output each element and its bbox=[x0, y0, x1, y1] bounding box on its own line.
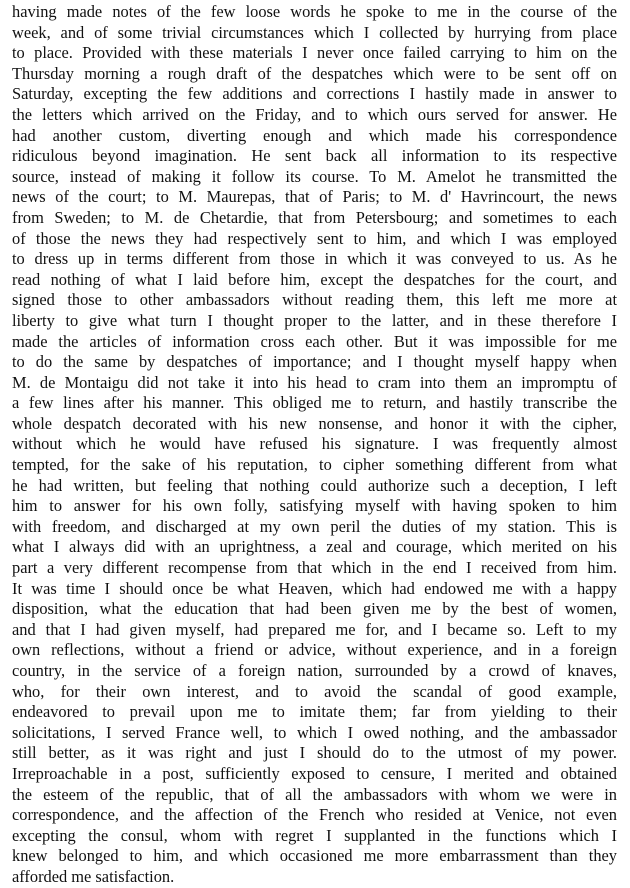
text-line: M. de Montaigu did not take it into his head to cram into them an impromptu of bbox=[12, 372, 617, 392]
text-line: week, and of some trivial circumstances which I collected by hurrying from place bbox=[12, 22, 617, 42]
text-line: a few lines after his manner. This obliged me to return, and hastily transcribe the bbox=[12, 393, 617, 413]
text-line: read nothing of what I laid before him, except the despatches for the court, and bbox=[12, 269, 617, 289]
text-line: had another custom, diverting enough and which made his correspondence bbox=[12, 125, 617, 145]
text-line: signed those to other ambassadors without reading them, this left me more at bbox=[12, 290, 617, 310]
text-line: Irreproachable in a post, sufficiently exposed to censure, I merited and obtained bbox=[12, 763, 617, 783]
text-line: still better, as it was right and just I should do to the utmost of my power. bbox=[12, 743, 617, 763]
text-line: knew belonged to him, and which occasioned me more embarrassment than they bbox=[12, 846, 617, 866]
text-line: own reflections, without a friend or advice, without experience, and in a foreign bbox=[12, 640, 617, 660]
text-line: with freedom, and discharged at my own peril the duties of my station. This is bbox=[12, 516, 617, 536]
text-line: afforded me satisfaction. bbox=[12, 866, 175, 886]
text-line: liberty to give what turn I thought proper to the latter, and in these therefore I bbox=[12, 310, 617, 330]
text-line: who, for their own interest, and to avoid the scandal of good example, bbox=[12, 681, 617, 701]
text-line: without which he would have refused his signature. I was frequently almost bbox=[12, 434, 617, 454]
text-line: the letters which arrived on the Friday, and to which ours served for answer. He bbox=[12, 104, 617, 124]
text-line: and that I had given myself, had prepared me for, and I became so. Left to my bbox=[12, 619, 617, 639]
text-line: he had written, but feeling that nothing could authorize such a deception, I left bbox=[12, 475, 617, 495]
text-line: made the articles of information cross each other. But it was impossible for me bbox=[12, 331, 617, 351]
text-line: part a very different recompense from that which in the end I received from him. bbox=[12, 558, 617, 578]
text-line: having made notes of the few loose words he spoke to me in the course of the bbox=[12, 2, 617, 21]
text-line: disposition, what the education that had been given me by the best of women, bbox=[12, 599, 617, 619]
text-line: of those the news they had respectively sent to him, and which I was employed bbox=[12, 228, 617, 248]
text-line: It was time I should once be what Heaven, which had endowed me with a happy bbox=[12, 578, 617, 598]
body-paragraph bbox=[12, 2, 617, 888]
text-line: solicitations, I served France well, to which I owed nothing, and the ambassador bbox=[12, 722, 617, 742]
text-line: to dress up in terms different from those in which it was conveyed to us. As he bbox=[12, 249, 617, 269]
text-line: excepting the consul, whom with regret I supplanted in the functions which I bbox=[12, 825, 617, 845]
text-line: Thursday morning a rough draft of the despatches which were to be sent off on bbox=[12, 63, 617, 83]
text-line: country, in the service of a foreign nation, surrounded by a crowd of knaves, bbox=[12, 661, 617, 680]
text-line: correspondence, and the affection of the French who resided at Venice, not even bbox=[12, 805, 617, 825]
text-line: tempted, for the sake of his reputation, to cipher something different from what bbox=[12, 455, 617, 475]
text-line: what I always did with an uprightness, a zeal and courage, which merited on his bbox=[12, 537, 617, 557]
text-line: to do the same by despatches of importance; and I thought myself happy when bbox=[12, 352, 617, 372]
text-line: ridiculous beyond imagination. He sent back all information to its respective bbox=[12, 146, 617, 166]
document-page bbox=[12, 2, 617, 888]
text-line: whole despatch decorated with his new nonsense, and honor it with the cipher, bbox=[12, 413, 617, 433]
text-line: source, instead of making it follow its course. To M. Amelot he transmitted the bbox=[12, 166, 617, 186]
text-line: the esteem of the republic, that of all the ambassadors with whom we were in bbox=[12, 784, 617, 804]
text-line: news of the court; to M. Maurepas, that of Paris; to M. d' Havrincourt, the news bbox=[12, 187, 617, 207]
text-line: endeavored to prevail upon me to imitate them; far from yielding to their bbox=[12, 702, 617, 722]
text-line: to place. Provided with these materials I never once failed carrying to him on the bbox=[12, 43, 617, 63]
text-line: from Sweden; to M. de Chetardie, that from Petersbourg; and sometimes to each bbox=[12, 207, 617, 227]
text-line: him to answer for his own folly, satisfying myself with having spoken to him bbox=[12, 496, 617, 516]
text-line: Saturday, excepting the few additions and corrections I hastily made in answer to bbox=[12, 84, 617, 104]
